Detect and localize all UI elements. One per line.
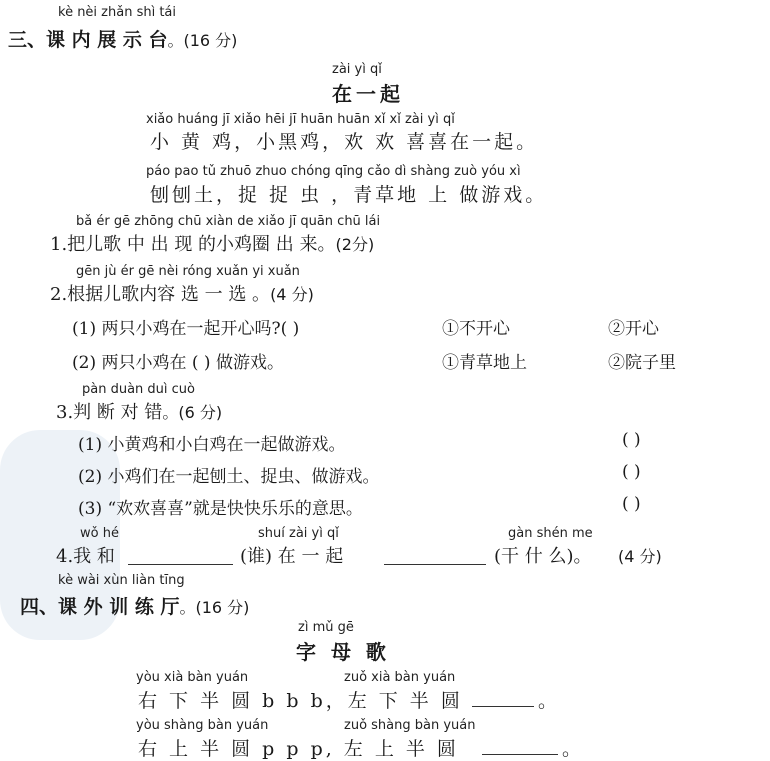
q3-line: [56, 398, 222, 424]
q2-item-1: (1) 两只小鸡在一起开心吗?( ): [72, 319, 300, 339]
q1-line: [50, 230, 374, 256]
q4-pinyin-c: gàn shén me: [508, 526, 593, 541]
section3-title: 三、课 内 展 示 台: [8, 29, 168, 51]
q2-item-2-option-2[interactable]: ②院子里: [608, 353, 676, 373]
poem2-line2-pinyin-a: yòu shàng bàn yuán: [136, 718, 269, 733]
q3-item-3: (3) “欢欢喜喜”就是快快乐乐的意思。: [78, 499, 363, 519]
q2-line: [50, 280, 314, 306]
q2-item-2: (2) 两只小鸡在 ( ) 做游戏。: [72, 353, 284, 373]
section4-score: 。(16 分): [179, 598, 250, 617]
section3-heading: [8, 25, 237, 52]
poem2-line2-pinyin-b: zuǒ shàng bàn yuán: [344, 718, 476, 733]
q4-blank-who[interactable]: [128, 544, 233, 565]
q2-pinyin: gēn jù ér gē nèi róng xuǎn yi xuǎn: [76, 264, 300, 279]
section4-pinyin: kè wài xùn liàn tīng: [58, 573, 185, 588]
q3-item-2: (2) 小鸡们在一起刨土、捉虫、做游戏。: [78, 467, 380, 487]
poem2-line1-end: 。: [538, 690, 561, 712]
q3-item-2-answer[interactable]: ( ): [622, 462, 641, 482]
q2-item-2-option-1[interactable]: ①青草地上: [442, 353, 527, 373]
q1-pinyin: bǎ ér gē zhōng chū xiàn de xiǎo jī quān chū lái: [76, 214, 381, 229]
poem2-line2-end: 。: [562, 738, 585, 760]
poem2-line2-blank[interactable]: [482, 736, 558, 755]
q4-pinyin-b: shuí zài yì qǐ: [258, 526, 339, 541]
poem2-line1-blank[interactable]: [472, 688, 534, 707]
poem2-title-pinyin: zì mǔ gē: [298, 620, 354, 635]
poem1-title: 在一起: [332, 82, 404, 106]
q3-item-3-answer[interactable]: ( ): [622, 494, 641, 514]
poem1-title-pinyin: zài yì qǐ: [332, 62, 382, 77]
q1-text: 1.把儿歌 中 出 现 的小鸡圈 出 来。: [50, 234, 336, 255]
section4-title: 四、课 外 训 练 厅: [20, 596, 180, 618]
poem1-line1-pinyin: xiǎo huáng jī xiǎo hēi jī huān huān xǐ xǐ zài yì qǐ: [146, 112, 455, 127]
q3-score: 。(6 分): [162, 403, 223, 422]
q4-text-c: (干 什 么)。: [494, 546, 592, 567]
q3-item-1: (1) 小黄鸡和小白鸡在一起做游戏。: [78, 435, 346, 455]
poem1-line2-pinyin: páo pao tǔ zhuō zhuo chóng qīng cǎo dì shàng zuò yóu xì: [146, 164, 521, 179]
section3-pinyin: kè nèi zhǎn shì tái: [58, 5, 177, 20]
q1-score: (2分): [335, 235, 375, 254]
q4-pinyin-a: wǒ hé: [80, 526, 119, 541]
section4-heading: [20, 592, 249, 619]
q2-item-1-option-2[interactable]: ②开心: [608, 319, 659, 339]
q2-text: 2.根据儿歌内容 选 一 选 。: [50, 284, 271, 305]
poem2-line1: 右 下 半 圆 b b b，左 下 半 圆: [138, 690, 463, 712]
section3-score: 。(16 分): [167, 31, 238, 50]
poem2-line1-pinyin-a: yòu xià bàn yuán: [136, 670, 249, 685]
q3-item-1-answer[interactable]: ( ): [622, 430, 641, 450]
poem2-line1-pinyin-b: zuǒ xià bàn yuán: [344, 670, 456, 685]
q2-item-1-option-1[interactable]: ①不开心: [442, 319, 510, 339]
poem2-line2: 右 上 半 圆 p p p, 左 上 半 圆: [138, 738, 459, 760]
q4-text-b: (谁) 在 一 起: [240, 546, 344, 567]
poem1-line2: 刨刨土，捉 捉 虫 ，青草地 上 做游戏。: [150, 184, 548, 206]
q4-score: (4 分): [618, 547, 662, 566]
q4-blank-what[interactable]: [384, 544, 486, 565]
poem2-title: 字 母 歌: [296, 640, 390, 664]
q3-pinyin: pàn duàn duì cuò: [82, 382, 195, 397]
poem1-line1: 小 黄 鸡，小黑鸡，欢 欢 喜喜在一起。: [150, 131, 539, 153]
q2-score: (4 分): [270, 285, 314, 304]
q4-text-a: 4.我 和: [56, 546, 115, 567]
q3-text: 3.判 断 对 错: [56, 402, 163, 423]
